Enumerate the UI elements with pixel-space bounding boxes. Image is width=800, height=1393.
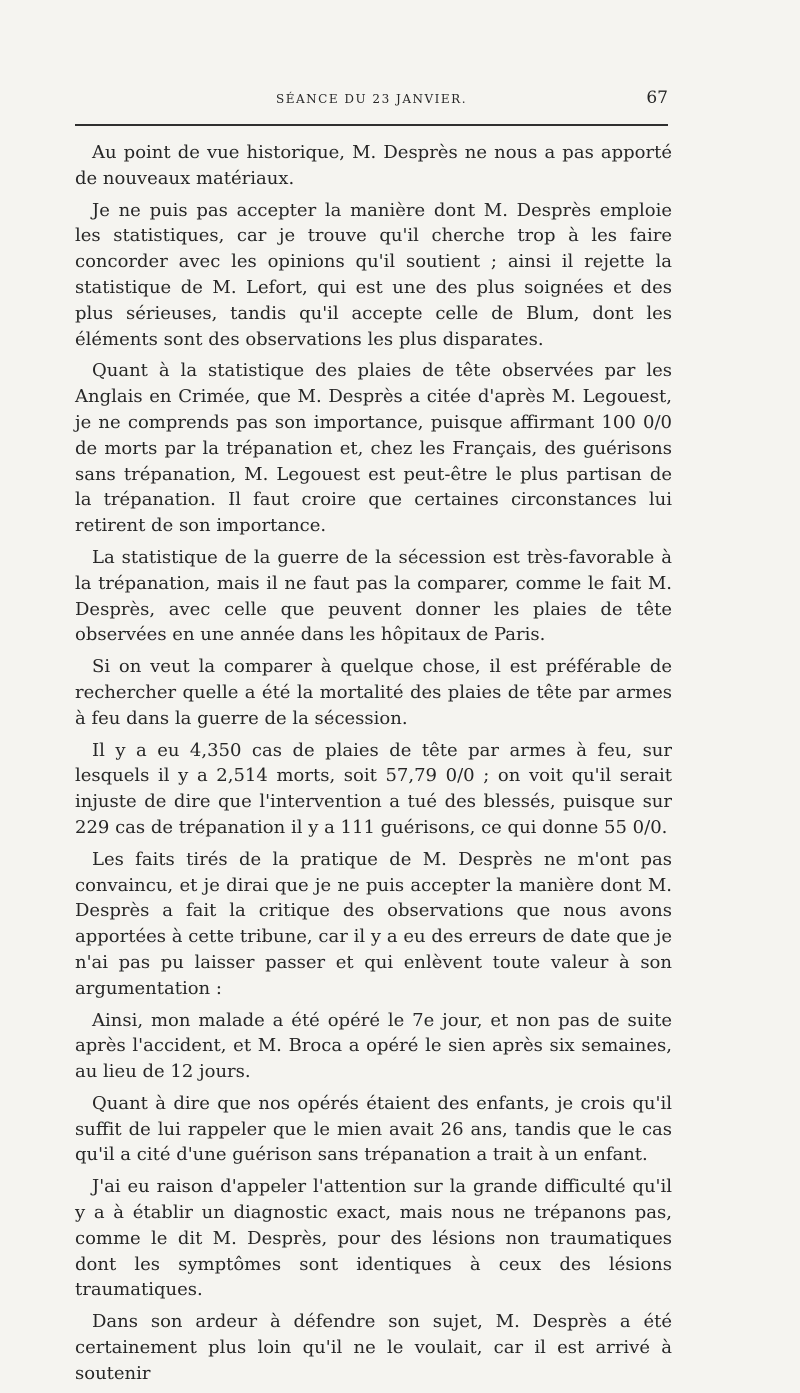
paragraph: Au point de vue historique, M. Desprès ne nous a pas apporté de nouveaux matériaux.	[75, 142, 672, 189]
paragraph: La statistique de la guerre de la sécession est très-favorable à la trépanation, mais il ne faut pas la comparer, comme le fait M. Desprès, avec celle que peuvent donner les plaies de tête observées en une année dans les hôpitaux de Paris.	[75, 546, 672, 646]
page-header	[75, 90, 668, 112]
body-text	[75, 140, 672, 1393]
header-rule	[75, 124, 668, 126]
paragraph: Je ne puis pas accepter la manière dont M. Desprès emploie les statistiques, car je trouve qu'il cherche trop à les faire concorder avec les opinions qu'il soutient ; ainsi il rejette la statistique de M. Lefort, qui est une des plus soignées et des plus sérieuses, tandis qu'il accepte celle de Blum, dont les éléments sont des observations les plus disparates.	[75, 199, 672, 350]
page-number: 67	[646, 88, 668, 108]
running-title: SÉANCE DU 23 JANVIER.	[275, 92, 468, 106]
paragraph: Quant à dire que nos opérés étaient des enfants, je crois qu'il suffit de lui rappeler que le mien avait 26 ans, tandis que le cas qu'il a cité d'une guérison sans trépanation a trait à un enfant.	[75, 1092, 672, 1166]
paragraph: Si on veut la comparer à quelque chose, il est préférable de rechercher quelle a été la mortalité des plaies de tête par armes à feu dans la guerre de la sécession.	[75, 656, 672, 729]
paragraph: Quant à la statistique des plaies de tête observées par les Anglais en Crimée, que M. Desprès a citée d'après M. Legouest, je ne comprends pas son importance, puisque affirmant 100 0/0 de morts par la trépanation et, chez les Français, des guérisons sans trépanation, M. Legouest est peut-être le plus partisan de la trépanation. Il faut croire que certaines circonstances lui retirent de son importance.	[75, 360, 672, 537]
paragraph: Ainsi, mon malade a été opéré le 7e jour, et non pas de suite après l'accident, et M. Broca a opéré le sien après six semaines, au lieu de 12 jours.	[75, 1009, 672, 1083]
paragraph: Les faits tirés de la pratique de M. Desprès ne m'ont pas convaincu, et je dirai que je ne puis accepter la manière dont M. Desprès a fait la critique des observations que nous avons apportées à cette tribune, car il y a eu des erreurs de date que je n'ai pas pu laisser passer et qui enlèvent toute valeur à son argumentation :	[75, 848, 672, 999]
paragraph: J'ai eu raison d'appeler l'attention sur la grande difficulté qu'il y a à établir un diagnostic exact, mais nous ne trépanons pas, comme le dit M. Desprès, pour des lésions non traumatiques dont les symptômes sont identiques à ceux des lésions traumatiques.	[75, 1176, 672, 1301]
paragraph: Dans son ardeur à défendre son sujet, M. Desprès a été certainement plus loin qu'il ne le voulait, car il est arrivé à soutenir	[75, 1311, 672, 1384]
paragraph: Il y a eu 4,350 cas de plaies de tête par armes à feu, sur lesquels il y a 2,514 morts, soit 57,79 0/0 ; on voit qu'il serait injuste de dire que l'intervention a tué des blessés, puisque sur 229 cas de trépanation il y a 111 guérisons, ce qui donne 55 0/0.	[75, 739, 672, 838]
